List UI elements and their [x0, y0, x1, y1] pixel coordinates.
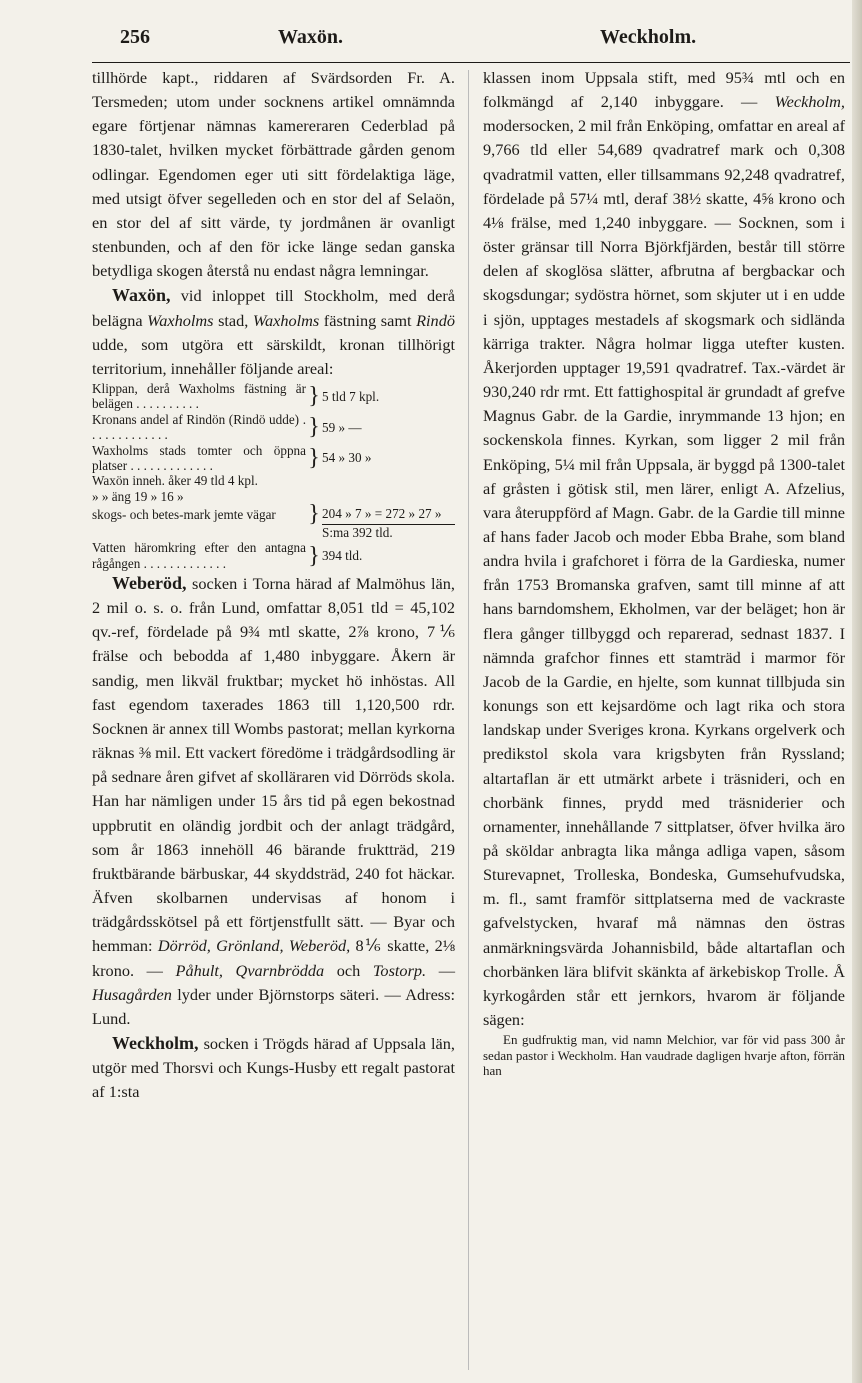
brace: } — [308, 445, 320, 472]
table-value: 54 » 30 » — [322, 450, 372, 466]
italic-text: Påhult, Qvarnbrödda — [175, 960, 325, 980]
brace: } — [308, 414, 320, 441]
table-row — [92, 412, 455, 443]
paragraph: tillhörde kapt., riddaren af Svärdsorden Fr. A. Tersmeden; utom under socknens artikel omnämnda egare förtjenar nämnas kamereraren Cederblad på 1830-talet, hvilken mycket förbättrade gården genom odlingar. Egendomen eger uti sitt fördelaktiga läge, med utsigt öfver segelleden och en stor del af Selaön, en stor del af sitt värde, ty jordmånen är ovanligt stenbunden, och af den för icke länge sedan ganska betydliga skogen återstå nu endast några lemningar. — [92, 68, 455, 281]
area-table — [92, 381, 455, 571]
table-value: 394 tld. — [322, 547, 363, 563]
entry-waxon — [92, 283, 455, 381]
italic-text: Weckholm, — [774, 92, 845, 112]
paragraph — [483, 66, 845, 1032]
headword: Weberöd, — [112, 573, 187, 593]
text: klassen inom Uppsala stift, med 95¾ mtl och en folkmängd af 2,140 inbyggare. — — [483, 68, 845, 112]
table-label: Waxön inneh. åker 49 tld 4 kpl. — [92, 473, 258, 489]
headword: Weckholm, — [112, 1032, 199, 1053]
text: socken i Torna härad af Malmöhus län, 2 mil o. s. o. från Lund, omfattar 8,051 tld = 45,102 qv.-ref, fördelade på 9¾ mtl skatte, 2⅞ krono, 7⅙ frälse och bebodda af 1,480 inbyggare. Åkern är sandig, men likväl fruktbar; mycket hö inhöstas. All fast egendom taxerades 1863 till 1,120,500 rdr. Socknen är annex till Wombs pastorat; mellan kyrkorna räknas ⅜ mil. Ett vackert föredöme i trädgårdsodling är på sednare åren gifvet af skolläraren vid Dörröds skola. Han har nämligen under 15 års tid på egen bekostnad uppbrutit en oländig jordbit och der anlagt trädgård, som år 1863 innehöll 46 bärande fruktträd, 219 fruktbärande bärbuskar, 44 skyddsträd, 240 fot häckar. Äfven skolbarnen undervisas af honom i trädgårdsskötsel på ett förtjenstfullt sätt. — Byar och hemman: — [92, 574, 455, 956]
italic-text: Dörröd, Grönland, Weberöd, — [157, 936, 351, 956]
table-value: 204 » 7 » = 272 » 27 » — [322, 506, 442, 522]
page-edge — [852, 0, 862, 1383]
table-label: skogs- och betes-mark jemte vägar — [92, 506, 276, 522]
text: fästning samt — [319, 310, 417, 330]
table-value: 59 » — — [322, 419, 362, 435]
brace: } — [308, 542, 320, 569]
text: udde, som utgöra ett särskildt, kronan tillhörigt territorium, innehåller följande areal: — [92, 334, 455, 378]
header-rule — [92, 62, 850, 63]
italic-text: Husagården — [92, 984, 172, 1004]
text: lyder under Björnstorps säteri. — Adress: Lund. — [92, 984, 455, 1028]
table-sum: S:ma 392 tld. — [322, 524, 455, 540]
text: socken i Trögds härad af Uppsala län, utgör med Thorsvi och Kungs-Husby ett regalt pastorat af 1:sta — [92, 1033, 455, 1102]
table-row — [92, 473, 455, 488]
table-row — [92, 489, 455, 504]
brace: } — [308, 501, 320, 528]
brace: } — [308, 383, 320, 410]
table-value: 5 tld 7 kpl. — [322, 388, 380, 404]
italic-text: Waxholms — [147, 310, 214, 330]
table-label: Klippan, derå Waxholms fästning är belägen . . . . . . . . . . — [92, 381, 306, 412]
column-divider — [468, 70, 469, 1370]
table-row — [92, 540, 455, 571]
italic-text: Tostorp. — [372, 960, 427, 980]
small-print-legend: En gudfruktig man, vid namn Melchior, var för vid pass 300 år sedan pastor i Weckholm. Han vaudrade dagligen hvarje afton, förrän han — [483, 1032, 845, 1079]
text: 8⅙ skatte, 2⅛ krono. — — [92, 936, 455, 980]
text: — — [426, 960, 455, 980]
headword: Waxön, — [112, 285, 171, 306]
page-number: 256 — [120, 26, 150, 48]
italic-text: Rindö — [416, 310, 455, 330]
table-label: Vatten häromkring efter den antagna rågången . . . . . . . . . . . . . — [92, 540, 306, 571]
table-label: Kronans andel af Rindön (Rindö udde) . . . . . . . . . . . . . — [92, 411, 306, 443]
entry-weckholm — [92, 1031, 455, 1104]
italic-text: Waxholms — [252, 310, 320, 330]
left-column — [92, 66, 455, 1104]
right-column — [483, 66, 845, 1078]
table-label: Waxholms stads tomter och öppna platser . . . . . . . . . . . . . — [92, 442, 306, 474]
text: och — [324, 960, 373, 980]
table-label: » » äng 19 » 16 » — [92, 488, 184, 504]
text: vid inloppet till Stockholm, med derå belägna — [92, 286, 455, 330]
running-header — [0, 26, 862, 56]
text: stad, — [213, 310, 253, 330]
table-row — [92, 524, 455, 540]
left-running-title: Waxön. — [278, 26, 344, 48]
table-row — [92, 504, 455, 524]
table-row — [92, 443, 455, 474]
text: modersocken, 2 mil från Enköping, omfattar en areal af 9,766 tld eller 54,689 qvadratref mark och 0,308 qvadratmil vatten, eller tillsammans 92,248 qvadratref, fördelade på 57¼ mtl, deraf 38½ skatte, 4⅝ krono och 4⅛ frälse, med 1,240 inbyggare. — Socknen, som i öster gränsar till Norra Björkfjärden, består till större delen af skoglösa slätter, afbrutna af bergbackar och skogsdungar; sydöstra hörnet, som skjuter ut i en udde i sjön, upptages mestadels af skogsmark och sidlända kärriga trakter. Några holmar ligga utefter kusten. Åkerjorden upptager 19,591 qvadratref. Tax.-värdet är 930,240 rdr rmt. Ett fattighospital är grundadt af grefve Magnus Gabr. de la Gardie, inrymmande 13 hjon; en sockenskola finnes. Kyrkan, som ligger 2 mil från Enköping, 5¼ mil från Uppsala, är byggd på 1300-talet af gråsten i götisk stil, men lärer, enligt A. Afzelius, vara återuppförd af Magn. Gabr. de la Gardie till minne af hans fader Jacob och moder Ebba Brahe, som bland andra hvila i grafchoret i förra de la Gardieska, numer från 1753 Bromanska grafven, samt till minne af att hans barndomshem, Ekholmen, var der beläget; hon är flera gånger tillbyggd och reparerad, sednast 1837. I nämnda grafchor finnes ett stamträd i marmor för Jacob de la Gardie, en hjelte, som kunnat tillbjuda sin konungs son ett kejsardöme och lagt rika och stora landskap under Sveriges krona. Kyrkans orgelverk och predikstol skola vara krigsbyten från Ryssland; altartaflan är ett utmärkt arbete i träsnideri, och en chorbänk finnes, prydd med träsniderier och ornamenter, innehållande 7 sittplatser, öfver hvilka äro på sköldar anbragta lika många adliga vapen, såsom Sturevapnet, Trolleska, Bondeska, Gumsehufvudska, m. fl., samt framför sittplatserna med de vackraste gafvelstycken, hvaraf må nämnas den östras anmärkningsvärda Johannisbild, både altartaflan och chorbänken lära blifvit skänkta af ärkebiskop Trolle. Å kyrkogården står ett jernkors, hvarom är följande sägen: — [483, 116, 845, 1030]
entry-weberod — [92, 571, 455, 1031]
spacer — [92, 524, 306, 540]
table-row — [92, 381, 455, 412]
right-running-title: Weckholm. — [600, 26, 697, 48]
